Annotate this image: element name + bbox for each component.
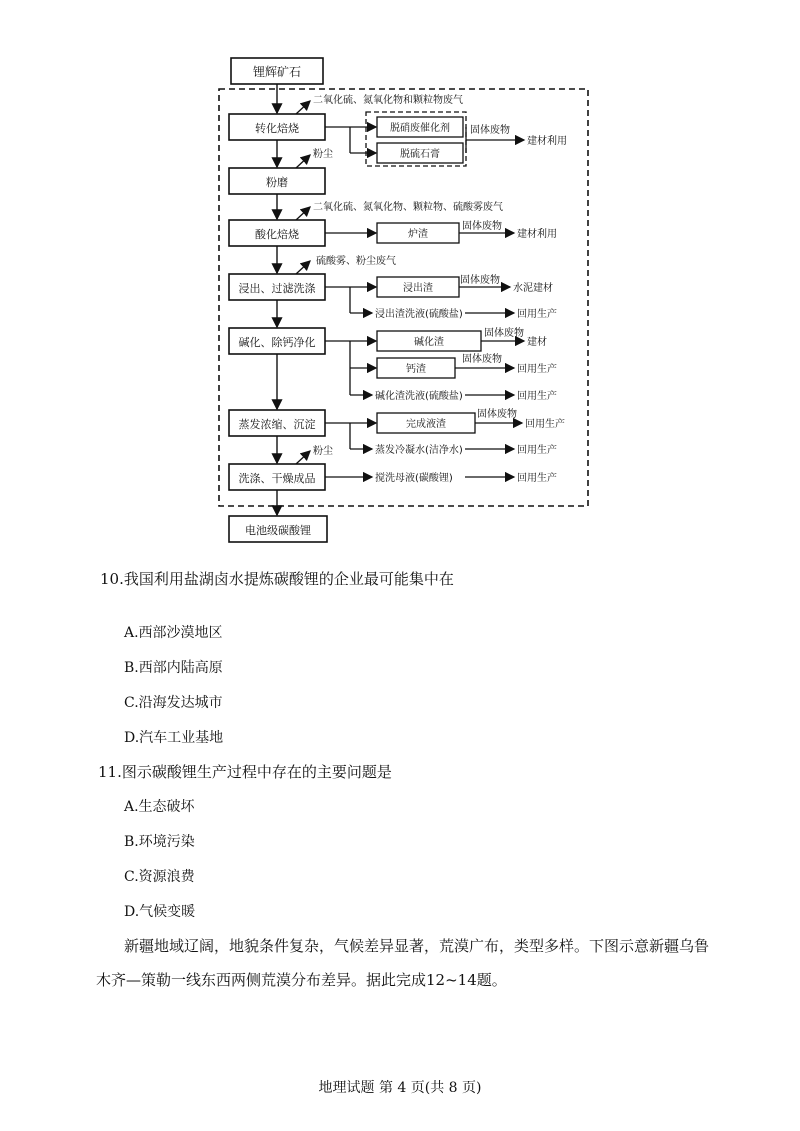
destination-label: 水泥建材 (513, 283, 553, 294)
destination-label: 回用生产 (517, 473, 557, 484)
question-10-stem: 10.我国利用盐湖卤水提炼碳酸锂的企业最可能集中在 (100, 570, 454, 588)
byproduct-label: 碱化渣洗液(硫酸盐) (375, 391, 463, 402)
step-label: 转化焙烧 (255, 122, 299, 135)
product-label: 完成液渣 (406, 419, 446, 430)
step-label: 粉磨 (266, 176, 288, 189)
step-label: 酸化焙烧 (255, 228, 299, 241)
byproduct-label: 搅洗母液(碳酸锂) (375, 473, 453, 484)
destination-label: 建材利用 (517, 229, 557, 240)
destination-label: 回用生产 (525, 419, 565, 430)
emission-label: 粉尘 (313, 149, 333, 160)
end-node-label: 电池级碳酸锂 (245, 524, 311, 537)
solid-waste-label: 固体废物 (462, 221, 502, 232)
product-label: 浸出渣 (403, 283, 433, 294)
question-11-option-a[interactable]: A.生态破坏 (124, 799, 195, 815)
question-10-option-d[interactable]: D.汽车工业基地 (124, 730, 224, 746)
destination-label: 建材利用 (527, 136, 567, 147)
destination-label: 回用生产 (517, 309, 557, 320)
passage-line-1: 新疆地域辽阔，地貌条件复杂，气候差异显著，荒漠广布，类型多样。下图示意新疆乌鲁 (124, 937, 710, 955)
destination-label: 回用生产 (517, 445, 557, 456)
question-10-option-c[interactable]: C.沿海发达城市 (124, 695, 223, 711)
product-label: 炉渣 (408, 229, 428, 240)
emission-label: 粉尘 (313, 446, 333, 457)
step-label: 碱化、除钙净化 (238, 336, 316, 349)
destination-label: 建材 (527, 337, 547, 348)
question-11-stem: 11.图示碳酸锂生产过程中存在的主要问题是 (98, 763, 392, 781)
byproduct-label: 蒸发冷凝水(洁净水) (375, 445, 463, 456)
lithium-process-flowchart (0, 0, 800, 560)
step-label: 洗涤、干燥成品 (238, 472, 316, 485)
emission-label: 二氧化硫、氮氧化物和颗粒物废气 (313, 95, 463, 106)
start-node-label: 锂辉矿石 (252, 65, 302, 79)
emission-label: 硫酸雾、粉尘废气 (316, 256, 396, 267)
product-label: 碱化渣 (414, 337, 444, 348)
destination-label: 回用生产 (517, 391, 557, 402)
passage-line-2: 木齐—策勒一线东西两侧荒漠分布差异。据此完成12~14题。 (96, 971, 507, 989)
question-11-option-b[interactable]: B.环境污染 (124, 834, 195, 850)
solid-waste-label: 固体废物 (470, 125, 510, 136)
product-label: 脱硝废催化剂 (390, 123, 450, 134)
product-label: 钙渣 (406, 364, 426, 375)
step-label: 蒸发浓缩、沉淀 (238, 418, 316, 431)
product-label: 脱硫石膏 (400, 149, 440, 160)
solid-waste-label: 固体废物 (484, 328, 524, 339)
question-10-option-a[interactable]: A.西部沙漠地区 (124, 625, 223, 641)
solid-waste-label: 固体废物 (462, 354, 502, 365)
solid-waste-label: 固体废物 (477, 409, 517, 420)
destination-label: 回用生产 (517, 364, 557, 375)
page-footer: 地理试题 第 4 页(共 8 页) (318, 1080, 482, 1096)
step-label: 浸出、过滤洗涤 (238, 282, 316, 295)
question-11-option-d[interactable]: D.气候变暖 (124, 904, 196, 920)
solid-waste-label: 固体废物 (460, 275, 500, 286)
question-10-option-b[interactable]: B.西部内陆高原 (124, 660, 223, 676)
byproduct-label: 浸出渣洗液(硫酸盐) (375, 309, 463, 320)
question-11-option-c[interactable]: C.资源浪费 (124, 869, 195, 885)
emission-label: 二氧化硫、氮氧化物、颗粒物、硫酸雾废气 (313, 202, 503, 213)
